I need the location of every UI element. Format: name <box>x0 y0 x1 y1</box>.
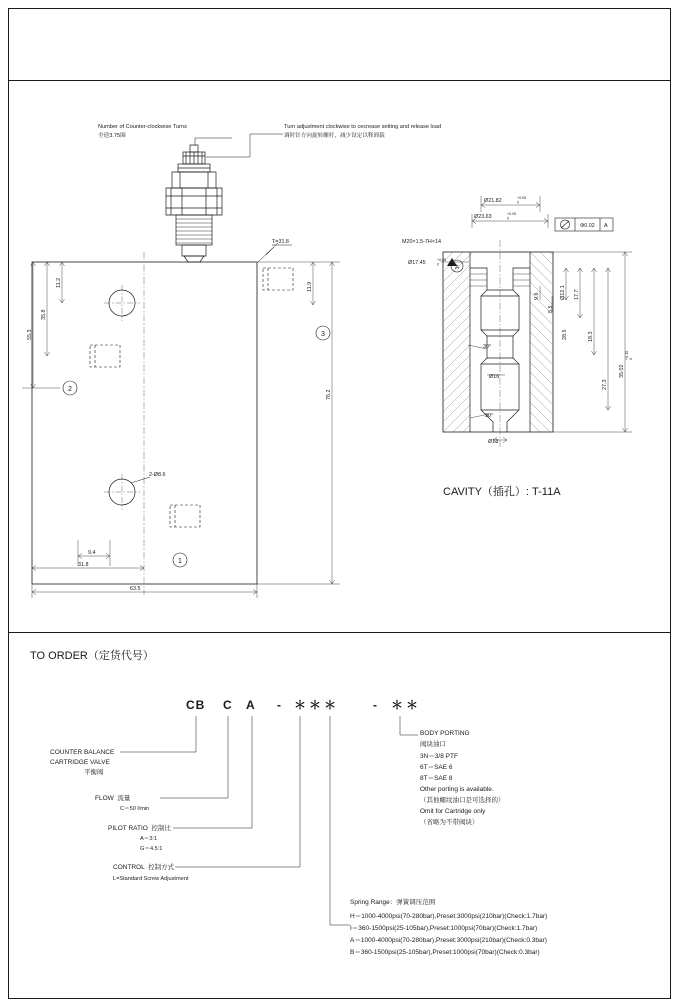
svg-text:0: 0 <box>629 358 633 360</box>
svg-text:35.02: 35.02 <box>619 364 625 378</box>
body-porting-title-cn: 阀块油口 <box>420 741 446 748</box>
label-flow-value: C＝50 l/min <box>120 806 150 812</box>
svg-text:0: 0 <box>437 262 439 267</box>
svg-text:5.5: 5.5 <box>548 305 554 313</box>
order-code-c: C <box>223 698 233 712</box>
cavity-title: CAVITY（插孔）: T-11A <box>443 486 561 498</box>
svg-text:27.3: 27.3 <box>602 379 608 390</box>
body-porting-line-6: （省略为不带阀块） <box>420 819 479 826</box>
label-pilot-ratio: PILOT RATIO 控制比 <box>108 825 171 832</box>
svg-text:Ø21.82: Ø21.82 <box>484 198 502 204</box>
svg-text:Ø12.1: Ø12.1 <box>560 285 566 300</box>
order-code-cb: CB <box>186 698 206 712</box>
turns-label-en: Number of Counter-clockwise Turns <box>98 124 187 130</box>
spring-range-title: Spring Range：弹簧调压范围 <box>350 899 436 906</box>
body-porting-line-0: 3N＝3/8 PTF <box>420 753 458 760</box>
label-pilot-g: G＝4.5:1 <box>140 846 163 852</box>
turns-label-cn: 全逆3.75圈 <box>98 133 126 139</box>
label-control: CONTROL 控制方式 <box>113 864 175 871</box>
svg-text:17.7: 17.7 <box>574 289 580 300</box>
adjust-label-en: Turn adjustment clockwise to cecrease setting and release load <box>284 124 442 130</box>
spring-range-line-0: H＝1000-4000psi(70-280bar),Preset:3000psi(210bar)(Check:1.7bar) <box>350 913 548 920</box>
svg-text:+0.05: +0.05 <box>437 258 447 262</box>
svg-text:30°: 30° <box>483 344 492 350</box>
svg-text:31.8: 31.8 <box>78 562 89 568</box>
svg-text:9.6: 9.6 <box>534 292 540 300</box>
body-porting-title-en: BODY PORTING <box>420 730 470 737</box>
svg-text:Ø23.63: Ø23.63 <box>474 214 492 220</box>
svg-text:T=31.8: T=31.8 <box>272 239 289 245</box>
body-porting-line-2: 8T＝SAE 8 <box>420 775 453 782</box>
order-code-stars1: ＊＊＊ <box>294 698 340 712</box>
order-code-dash1: - <box>277 698 282 712</box>
svg-text:Ø17.45: Ø17.45 <box>408 260 426 266</box>
spring-range-line-3: B＝360-1500psi(25-105bar),Preset:1000psi(70bar)(Check:0.3bar) <box>350 949 540 956</box>
svg-text:2: 2 <box>68 386 72 393</box>
svg-text:11.2: 11.2 <box>56 277 62 288</box>
svg-text:30°: 30° <box>485 413 494 419</box>
svg-text:0: 0 <box>507 216 509 221</box>
svg-text:2-Ø8.6: 2-Ø8.6 <box>149 472 166 478</box>
order-code-stars2: ＊＊ <box>391 698 422 712</box>
svg-text:+0.15: +0.15 <box>625 350 629 360</box>
label-pilot-a: A＝3:1 <box>140 836 158 842</box>
svg-text:Ø13: Ø13 <box>488 439 499 445</box>
body-porting-line-4: （其他螺纹油口是可选择的） <box>420 797 505 804</box>
svg-text:9.4: 9.4 <box>88 550 96 556</box>
label-valve-line1: COUNTER BALANCE <box>50 749 115 756</box>
svg-text:Φ0.02: Φ0.02 <box>580 223 595 229</box>
label-flow: FLOW 流量 <box>95 795 131 802</box>
svg-text:76.2: 76.2 <box>326 389 332 400</box>
svg-text:+0.05: +0.05 <box>517 196 527 200</box>
svg-text:Ø16: Ø16 <box>489 374 500 380</box>
svg-text:28.5: 28.5 <box>562 329 568 340</box>
svg-text:+0.05: +0.05 <box>507 212 517 216</box>
svg-text:63.5: 63.5 <box>130 586 141 592</box>
svg-text:11.9: 11.9 <box>307 281 313 292</box>
body-porting-line-1: 6T＝SAE 6 <box>420 764 453 771</box>
order-code-a: A <box>246 698 256 712</box>
svg-text:M20×1.5-7H×14: M20×1.5-7H×14 <box>402 239 441 245</box>
adjust-label-cn: 调时针方向旋转螺杆，减少设定以释卸载 <box>284 133 385 139</box>
svg-text:55.3: 55.3 <box>27 329 33 340</box>
to-order-heading: TO ORDER（定货代号） <box>30 650 154 662</box>
svg-text:A: A <box>604 223 608 229</box>
svg-text:18.3: 18.3 <box>588 331 594 342</box>
label-valve-line2: CARTRIDGE VALVE <box>50 759 110 766</box>
svg-text:1: 1 <box>178 558 182 565</box>
label-control-l: L=Standard Screw Adjustment <box>113 876 189 882</box>
spring-range-line-2: A＝1000-4000psi(70-280bar),Preset:3000psi(210bar)(Check:0.3bar) <box>350 937 547 944</box>
svg-text:35.8: 35.8 <box>41 309 47 320</box>
order-code-dash2: - <box>373 698 378 712</box>
body-porting-line-5: Omit for Cartridge only <box>420 808 486 815</box>
svg-text:A: A <box>454 265 460 271</box>
label-valve-cn: 平衡阀 <box>84 769 104 776</box>
svg-text:0: 0 <box>517 200 519 205</box>
svg-text:3: 3 <box>321 331 325 338</box>
spring-range-line-1: I＝360-1500psi(25-105bar),Preset:1000psi(70bar)(Check:1.7bar) <box>350 925 538 932</box>
body-porting-line-3: Other porting is available. <box>420 786 494 793</box>
